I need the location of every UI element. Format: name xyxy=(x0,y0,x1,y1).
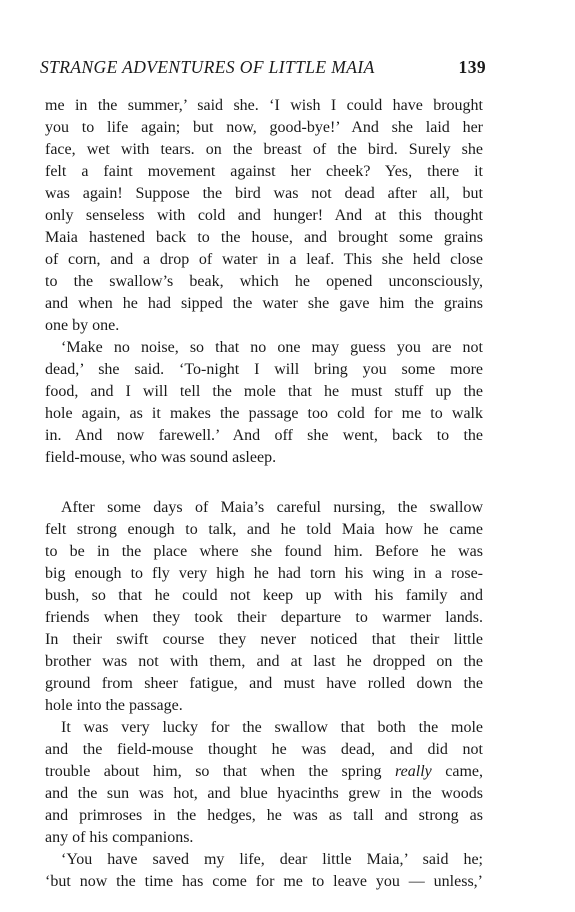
text-line: you to life again; but now, good-bye!’ And she laid her xyxy=(45,119,483,136)
text-line: any of his companions. xyxy=(45,829,194,846)
text-line: ‘but now the time has come for me to leave you — unless,’ xyxy=(45,873,483,890)
text-line: food, and I will tell the mole that he must stuff up the xyxy=(45,383,483,400)
text-line: ‘Make no noise, so that no one may guess you are not xyxy=(61,339,483,356)
text-line xyxy=(45,761,483,783)
text-line: big enough to fly very high he had torn his wing in a rose- xyxy=(45,565,483,582)
running-title: STRANGE ADVENTURES OF LITTLE MAIA xyxy=(40,57,375,77)
text-line: only senseless with cold and hunger! And at this thought xyxy=(45,207,483,224)
text-line: In their swift course they never noticed that their little xyxy=(45,631,483,648)
text-line: ‘You have saved my life, dear little Maia,’ said he; xyxy=(61,851,483,868)
text-line: to the swallow’s beak, which he opened unconsciously, xyxy=(45,273,483,290)
text-line: and the field-mouse thought he was dead, and did not xyxy=(45,741,483,758)
text-line: felt strong enough to talk, and he told Maia how he came xyxy=(45,521,483,538)
text-line: bush, so that he could not keep up with his family and xyxy=(45,587,483,604)
text-line: me in the summer,’ said she. ‘I wish I could have brought xyxy=(45,97,483,114)
text-line: Maia hastened back to the house, and brought some grains xyxy=(45,229,483,246)
page-number: 139 xyxy=(458,57,486,77)
text-line: to be in the place where she found him. Before he was xyxy=(45,543,483,560)
text-line: dead,’ she said. ‘To-night I will bring you some more xyxy=(45,361,483,378)
text-line: and the sun was hot, and blue hyacinths grew in the woods xyxy=(45,785,483,802)
text-line: felt a faint movement against her cheek? Yes, there it xyxy=(45,163,483,180)
text-line: hole into the passage. xyxy=(45,697,183,714)
text-line: field-mouse, who was sound asleep. xyxy=(45,449,277,466)
text-line: ground from sheer fatigue, and must have rolled down the xyxy=(45,675,483,692)
emphasized-word: really xyxy=(395,763,432,780)
text-line: was again! Suppose the bird was not dead after all, but xyxy=(45,185,483,202)
text-fragment: came, xyxy=(431,763,483,780)
text-line: It was very lucky for the swallow that both the mole xyxy=(61,719,483,736)
text-line: one by one. xyxy=(45,317,120,334)
text-line: brother was not with them, and at last he dropped on the xyxy=(45,653,483,670)
text-line: face, wet with tears. on the breast of the bird. Surely she xyxy=(45,141,483,158)
text-fragment: trouble about him, so that when the spring xyxy=(45,763,396,780)
text-line: and when he had sipped the water she gave him the grains xyxy=(45,295,483,312)
text-line: in. And now farewell.’ And off she went, back to the xyxy=(45,427,483,444)
text-line: hole again, as it makes the passage too cold for me to walk xyxy=(45,405,483,422)
text-line: of corn, and a drop of water in a leaf. This she held close xyxy=(45,251,483,268)
text-line: After some days of Maia’s careful nursing, the swallow xyxy=(61,499,483,516)
text-line: and primroses in the hedges, he was as tall and strong as xyxy=(45,807,483,824)
text-line: friends when they took their departure to warmer lands. xyxy=(45,609,483,626)
